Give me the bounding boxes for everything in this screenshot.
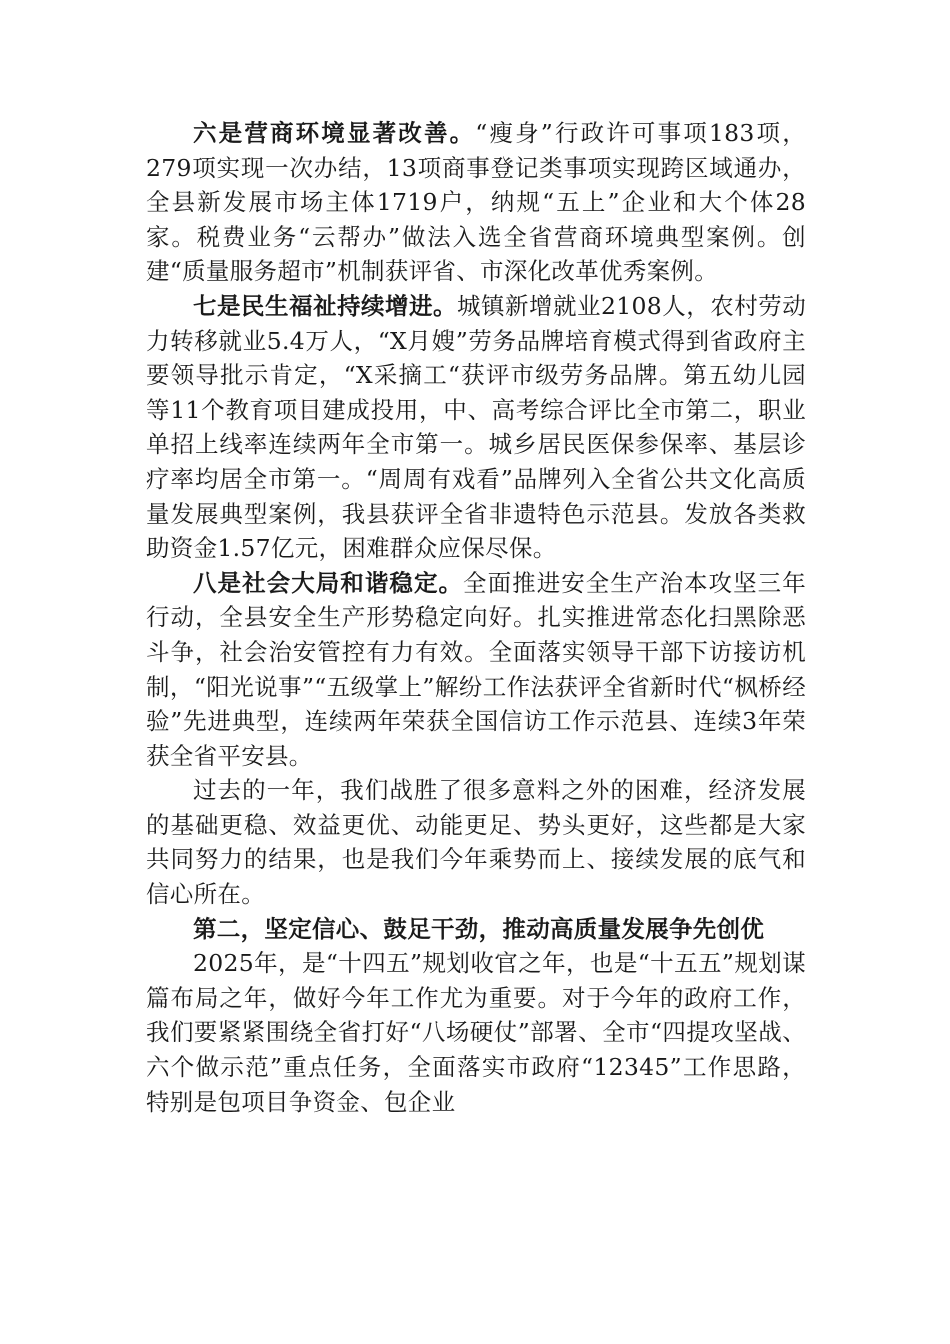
paragraph-social-stability xyxy=(146,566,806,774)
paragraph-body: 过去的一年，我们战胜了很多意料之外的困难，经济发展的基础更稳、效益更优、动能更足、势头更好，这些都是大家共同努力的结果，也是我们今年乘势而上、接续发展的底气和信心所在。 xyxy=(146,776,806,909)
paragraph-livelihood xyxy=(146,289,806,566)
section-heading: 第二，坚定信心、鼓足干劲，推动高质量发展争先创优 xyxy=(193,914,765,943)
paragraph-lead: 八是社会大局和谐稳定。 xyxy=(193,568,464,597)
paragraph-lead: 七是民生福祉持续增进。 xyxy=(193,291,457,320)
paragraph-business-environment xyxy=(146,116,806,289)
paragraph-body: 全面推进安全生产治本攻坚三年行动，全县安全生产形势稳定向好。扎实推进常态化扫黑除恶斗争，社会治安管控有力有效。全面落实领导干部下访接访机制，“阳光说事”“五级掌上”解纷工作法获评全省新时代“枫桥经验”先进典型，连续两年荣获全国信访工作示范县、连续3年荣获全省平安县。 xyxy=(146,568,806,770)
paragraph-body: 城镇新增就业2108人，农村劳动力转移就业5.4万人，“X月嫂”劳务品牌培育模式得到省政府主要领导批示肯定，“X采摘工“获评市级劳务品牌。第五幼儿园等11个教育项目建成投用，中、高考综合评比全市第二，职业单招上线率连续两年全市第一。城乡居民医保参保率、基层诊疗率均居全市第一。“周周有戏看”品牌列入全省公共文化高质量发展典型案例，我县获评全省非遗特色示范县。发放各类救助资金1.57亿元，困难群众应保尽保。 xyxy=(146,291,806,563)
document-page xyxy=(146,116,806,1119)
paragraph-2025-plan xyxy=(146,946,806,1119)
paragraph-body: “瘦身”行政许可事项183项，279项实现一次办结，13项商事登记类事项实现跨区域通办，全县新发展市场主体1719户，纳规“五上”企业和大个体28家。税费业务“云帮办”做法入选全省营商环境典型案例。创建“质量服务超市”机制获评省、市深化改革优秀案例。 xyxy=(146,119,806,286)
paragraph-body: 2025年，是“十四五”规划收官之年，也是“十五五”规划谋篇布局之年，做好今年工作尤为重要。对于今年的政府工作，我们要紧紧围绕全省打好“八场硬仗”部署、全市“四提攻坚战、六个做示范”重点任务，全面落实市政府“12345”工作思路，特别是包项目争资金、包企业 xyxy=(146,949,806,1116)
paragraph-summary xyxy=(146,773,806,911)
paragraph-lead: 六是营商环境显著改善。 xyxy=(193,119,476,147)
